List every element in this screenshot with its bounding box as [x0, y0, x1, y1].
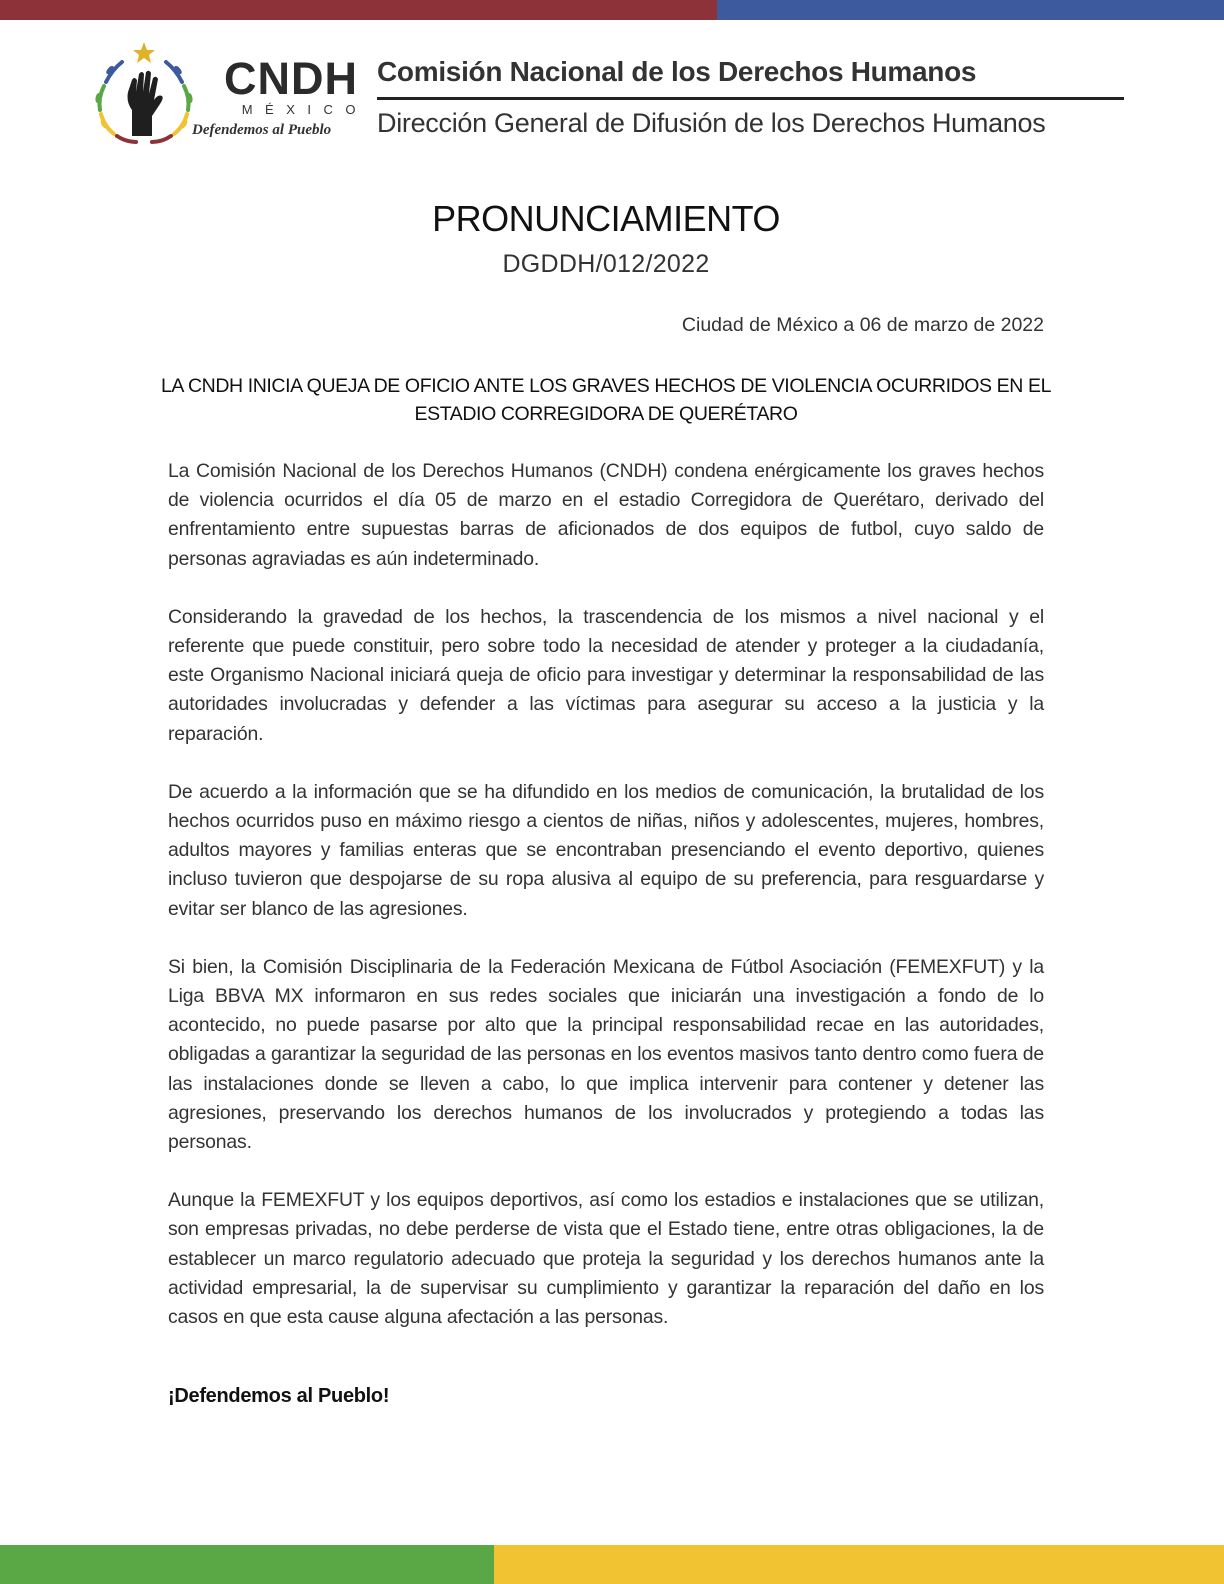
body-paragraph: Aunque la FEMEXFUT y los equipos deportivos, así como los estadios e instalaciones que se utilizan, son empresas privadas, no debe perderse de vista que el Estado tiene, entre otras obligaciones, la de establecer un marco regulatorio adecuado que proteja la seguridad y los derechos humanos ante la actividad empresarial, la de supervisar su cumplimiento y garantizar la reparación del daño en los casos en que esta cause alguna afectación a las personas. — [168, 1189, 1044, 1329]
body-paragraph: Si bien, la Comisión Disciplinaria de la Federación Mexicana de Fútbol Asociación (FEMEXFUT) y la Liga BBVA MX informaron en sus redes sociales que iniciarán una investigación a fondo de lo acontecido, no puede pasarse por alto que la principal responsabilidad recae en las autoridades, obligadas a garantizar la seguridad de las personas en los eventos masivos tanto dentro como fuera de las instalaciones donde se lleven a cabo, lo que implica intervenir para contener y detener las agresiones, preservando los derechos humanos de los involucrados y protegiendo a todas las personas. — [168, 955, 1044, 1154]
document-code: DGDDH/012/2022 — [502, 250, 710, 278]
body-paragraph: De acuerdo a la información que se ha difundido en los medios de comunicación, la brutalidad de los hechos ocurridos puso en máximo riesgo a cientos de niñas, niños y adolescentes, mujeres, hombres, adultos mayores y familias enteras que se encontraban presenciando el evento deportivo, quienes incluso tuvieron que despojarse de su ropa alusiva al equipo de su preferencia, para resguardarse y evitar ser blanco de las agresiones. — [168, 780, 1044, 920]
document-title: PRONUNCIAMIENTO — [432, 198, 780, 239]
logo-slogan: Defendemos al Pueblo — [192, 122, 332, 138]
raised-hand-emblem-icon — [92, 40, 196, 146]
organization-name: Comisión Nacional de los Derechos Humanos — [377, 56, 977, 87]
header-divider — [377, 97, 1124, 100]
document-body — [168, 457, 1044, 1361]
logo-acronym: CNDH — [224, 53, 358, 104]
document-headline: LA CNDH INICIA QUEJA DE OFICIO ANTE LOS GRAVES HECHOS DE VIOLENCIA OCURRIDOS EN EL ESTADIO CORREGIDORA DE QUERÉTARO — [160, 375, 1052, 425]
logo-country: MÉXICO — [241, 102, 368, 117]
bottom-color-bar-left — [0, 1545, 494, 1584]
bottom-color-bar-right — [494, 1545, 1224, 1584]
body-paragraph: La Comisión Nacional de los Derechos Humanos (CNDH) condena enérgicamente los graves hechos de violencia ocurridos el día 05 de marzo en el estadio Corregidora de Querétaro, derivado del enfrentamiento entre supuestas barras de aficionados de dos equipos de futbol, cuyo saldo de personas agraviadas es aún indeterminado. — [168, 460, 1044, 570]
closing-slogan: ¡Defendemos al Pueblo! — [168, 1385, 390, 1407]
logo-wordmark — [192, 53, 368, 139]
body-paragraph: Considerando la gravedad de los hechos, la trascendencia de los mismos a nivel nacional y el referente que puede constituir, pero sobre todo la necesidad de atender y proteger a la ciudadanía, este Organismo Nacional iniciará queja de oficio para investigar y determinar la responsabilidad de las autoridades involucradas y defender a las víctimas para asegurar su acceso a la justicia y la reparación. — [168, 605, 1044, 745]
top-color-bar-right — [717, 0, 1224, 20]
document-date: Ciudad de México a 06 de marzo de 2022 — [681, 314, 1044, 336]
department-name: Dirección General de Difusión de los Derechos Humanos — [377, 108, 1046, 138]
top-color-bar-left — [0, 0, 717, 20]
